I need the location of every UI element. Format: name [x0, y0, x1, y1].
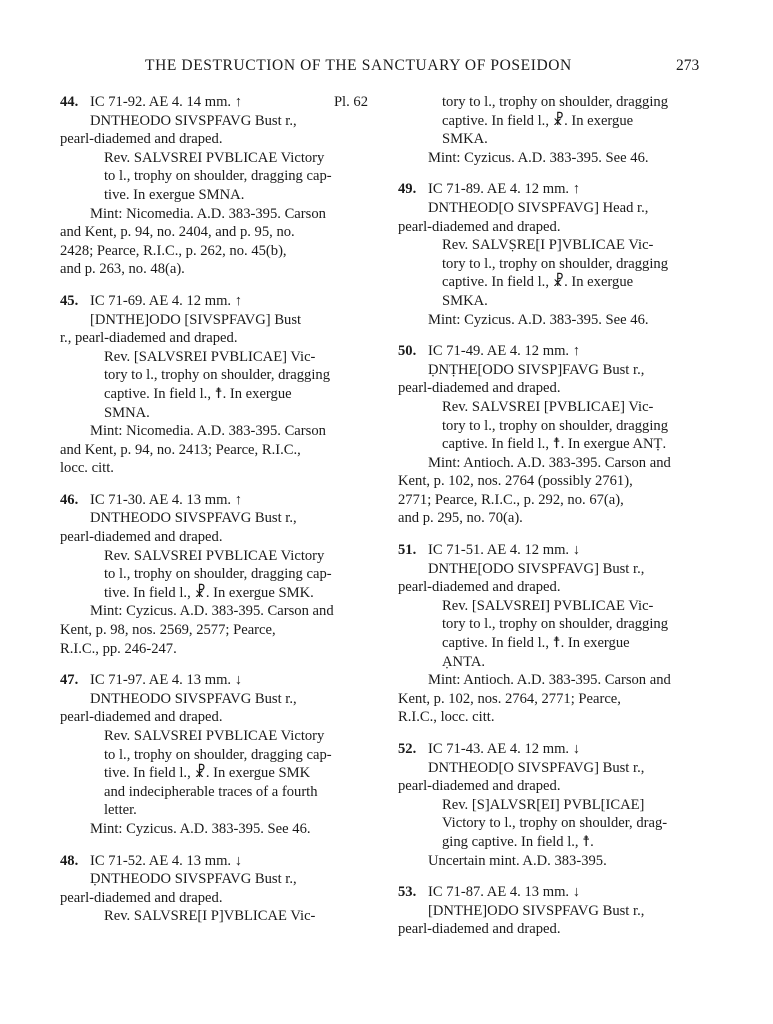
catalogue-entry	[60, 852, 368, 926]
reverse-line: to l., trophy on shoulder, dragging cap-	[104, 746, 332, 763]
entry-number: 47.	[60, 672, 79, 689]
entry-heading	[398, 541, 708, 560]
entry-heading	[60, 292, 368, 311]
obverse-line: pearl-diademed and draped.	[398, 579, 561, 596]
mint-line: Mint: Antioch. A.D. 383-395. Carson and	[428, 672, 671, 689]
left-column	[60, 93, 368, 939]
entry-number: 49.	[398, 181, 417, 198]
reverse-line: tory to l., trophy on shoulder, dragging	[442, 94, 668, 110]
entry-heading	[398, 342, 708, 361]
mint-line: Mint: Nicomedia. A.D. 383-395. Carson	[90, 205, 326, 222]
reverse-line: tory to l., trophy on shoulder, dragging	[442, 255, 668, 272]
obverse-line: pearl-diademed and draped.	[398, 921, 561, 938]
entry-specs: IC 71-49. AE 4. 12 mm. ↑	[428, 343, 581, 360]
reverse-line: Rev. SALVṢRE[I P]VBLICAE Vic-	[442, 237, 654, 254]
reverse-line: tive. In field l., ☧. In exergue SMK.	[104, 584, 314, 601]
mint-line: and p. 295, no. 70(a).	[398, 510, 523, 527]
entry-heading	[60, 852, 368, 871]
reverse-line: Rev. SALVSREI PVBLICAE Victory	[104, 728, 325, 744]
reverse-line: to l., trophy on shoulder, dragging cap-	[104, 168, 332, 185]
catalogue-entry	[398, 541, 708, 727]
mint-line: R.I.C., pp. 246-247.	[60, 640, 177, 657]
entry-number: 46.	[60, 491, 79, 508]
mint-line: and Kent, p. 94, no. 2404, and p. 95, no.	[60, 224, 295, 241]
catalogue-entry	[60, 491, 368, 658]
obverse-line: DNTHEOD[O SIVSPFAVG] Head r.,	[428, 199, 649, 216]
obverse-line: pearl-diademed and draped.	[398, 380, 561, 397]
reverse-line: tory to l., trophy on shoulder, dragging	[104, 367, 330, 384]
obverse-line: pearl-diademed and draped.	[60, 131, 223, 148]
reverse-line: SMKA.	[442, 292, 488, 309]
reverse-line: Rev. SALVSREI PVBLICAE Victory	[104, 149, 325, 166]
catalogue-entry	[398, 740, 708, 870]
entry-specs: IC 71-30. AE 4. 13 mm. ↑	[90, 491, 243, 508]
entry-number: 52.	[398, 741, 417, 757]
obverse-line: DNTHEOD[O SIVSPFAVG] Bust r.,	[428, 759, 645, 776]
reverse-line: Rev. [S]ALVSR[EI] PVBL[ICAE]	[442, 796, 645, 813]
mint-line: Mint: Antioch. A.D. 383-395. Carson and	[428, 454, 671, 471]
reverse-line: SMNA.	[104, 404, 150, 421]
reverse-line: Rev. SALVSREI PVBLICAE Victory	[104, 547, 325, 564]
reverse-line: Rev. [SALVSREI PVBLICAE] Vic-	[104, 348, 316, 365]
obverse-line: [DNTHE]ODO SIVSPFAVG Bust r.,	[428, 902, 645, 919]
running-title: THE DESTRUCTION OF THE SANCTUARY OF POSEIDON	[145, 57, 572, 74]
mint-line: Kent, p. 102, nos. 2764 (possibly 2761),	[398, 473, 633, 490]
entry-specs: IC 71-43. AE 4. 12 mm. ↓	[428, 741, 581, 757]
entry-specs: IC 71-92. AE 4. 14 mm. ↑	[90, 94, 243, 110]
entry-number: 50.	[398, 343, 417, 360]
obverse-line: DNTHEODO SIVSPFAVG Bust r.,	[90, 510, 297, 527]
reverse-line: captive. In field l., ☨. In exergue	[442, 635, 630, 652]
catalogue-entry	[60, 292, 368, 478]
entry-heading	[398, 180, 708, 199]
reverse-line: ging captive. In field l., ☨.	[442, 833, 594, 850]
reverse-line: Rev. SALVSREI [PVBLICAE] Vic-	[442, 398, 654, 415]
mint-line: Mint: Cyzicus. A.D. 383-395. See 46.	[428, 149, 649, 166]
reverse-line: letter.	[104, 802, 137, 819]
mint-line: Kent, p. 98, nos. 2569, 2577; Pearce,	[60, 622, 276, 639]
mint-line: R.I.C., locc. citt.	[398, 709, 495, 726]
mint-line: and Kent, p. 94, no. 2413; Pearce, R.I.C.,	[60, 441, 301, 458]
mint-line: locc. citt.	[60, 460, 114, 477]
entry-heading	[398, 883, 708, 902]
obverse-line: pearl-diademed and draped.	[60, 529, 223, 546]
right-column	[398, 93, 708, 952]
mint-line: Mint: Cyzicus. A.D. 383-395. Carson and	[90, 603, 334, 620]
entry-heading	[60, 93, 368, 112]
reverse-line: ẠNTA.	[442, 653, 486, 670]
reverse-line: tive. In exergue SMNA.	[104, 186, 245, 203]
reverse-line: Victory to l., trophy on shoulder, drag-	[442, 815, 668, 832]
reverse-line: captive. In field l., ☧. In exergue	[442, 112, 634, 129]
entry-specs: IC 71-97. AE 4. 13 mm. ↓	[90, 672, 243, 689]
plate-reference: Pl. 62	[333, 94, 368, 110]
obverse-line: DNTHEODO SIVSPFAVG Bust r.,	[90, 112, 297, 129]
entry-number: 45.	[60, 292, 79, 309]
entry-specs: IC 71-87. AE 4. 13 mm. ↓	[428, 884, 581, 901]
reverse-line: and indecipherable traces of a fourth	[104, 783, 318, 800]
entry-specs: IC 71-52. AE 4. 13 mm. ↓	[90, 852, 243, 869]
entry-heading	[398, 740, 708, 759]
catalogue-entry	[60, 671, 368, 838]
obverse-line: pearl-diademed and draped.	[60, 709, 223, 726]
catalogue-entry	[60, 93, 368, 279]
entry-number: 44.	[60, 94, 79, 110]
catalogue-entry	[398, 342, 708, 528]
entry-specs: IC 71-89. AE 4. 12 mm. ↑	[428, 181, 581, 198]
mint-line: Mint: Cyzicus. A.D. 383-395. See 46.	[90, 820, 311, 837]
reverse-line: tory to l., trophy on shoulder, dragging	[442, 616, 668, 633]
entry-specs: IC 71-51. AE 4. 12 mm. ↓	[428, 542, 581, 559]
reverse-line: Rev. [SALVSREI] PVBLICAE Vic-	[442, 597, 654, 614]
entry-number: 48.	[60, 852, 79, 869]
reverse-line: tory to l., trophy on shoulder, dragging	[442, 417, 668, 434]
obverse-line: pearl-diademed and draped.	[398, 218, 561, 235]
catalogue-entry	[398, 883, 708, 939]
catalogue-entry	[398, 180, 708, 329]
obverse-line: pearl-diademed and draped.	[60, 889, 223, 906]
reverse-line: tive. In field l., ☧. In exergue SMK	[104, 765, 311, 782]
obverse-line: DNTHE[ODO SIVSPFAVG] Bust r.,	[428, 560, 645, 577]
reverse-line: Rev. SALVSRE[I P]VBLICAE Vic-	[104, 908, 316, 925]
mint-line: Mint: Cyzicus. A.D. 383-395. See 46.	[428, 311, 649, 328]
entry-heading	[60, 491, 368, 510]
obverse-line: DNTHEODO SIVSPFAVG Bust r.,	[90, 690, 297, 707]
obverse-line: [DNTHE]ODO [SIVSPFAVG] Bust	[90, 311, 302, 328]
reverse-line: to l., trophy on shoulder, dragging cap-	[104, 566, 332, 583]
entry-specs: IC 71-69. AE 4. 12 mm. ↑	[90, 292, 243, 309]
entry-number: 51.	[398, 542, 417, 559]
reverse-line: SMKA.	[442, 131, 488, 148]
mint-line: Mint: Nicomedia. A.D. 383-395. Carson	[90, 423, 326, 440]
entry-heading	[60, 671, 368, 690]
obverse-line: ḌNTHEODO SIVSPFAVG Bust r.,	[90, 871, 297, 888]
page-number: 273	[676, 57, 700, 74]
obverse-line: pearl-diademed and draped.	[398, 778, 561, 795]
obverse-line: r., pearl-diademed and draped.	[60, 330, 238, 347]
obverse-line: ḌNṬHE[ODO SIVSP]FAVG Bust r.,	[428, 361, 645, 378]
mint-line: Kent, p. 102, nos. 2764, 2771; Pearce,	[398, 690, 621, 707]
catalogue-entry	[398, 93, 708, 167]
reverse-line: captive. In field l., ☨. In exergue ANṬ.	[442, 436, 667, 453]
mint-line: Uncertain mint. A.D. 383-395.	[428, 852, 607, 869]
mint-line: 2771; Pearce, R.I.C., p. 292, no. 67(a),	[398, 491, 624, 508]
mint-line: 2428; Pearce, R.I.C., p. 262, no. 45(b),	[60, 242, 287, 259]
entry-number: 53.	[398, 884, 417, 901]
mint-line: and p. 263, no. 48(a).	[60, 261, 185, 278]
running-header	[0, 55, 773, 79]
reverse-line: captive. In field l., ☨. In exergue	[104, 385, 292, 402]
reverse-line: captive. In field l., ☧. In exergue	[442, 274, 634, 291]
